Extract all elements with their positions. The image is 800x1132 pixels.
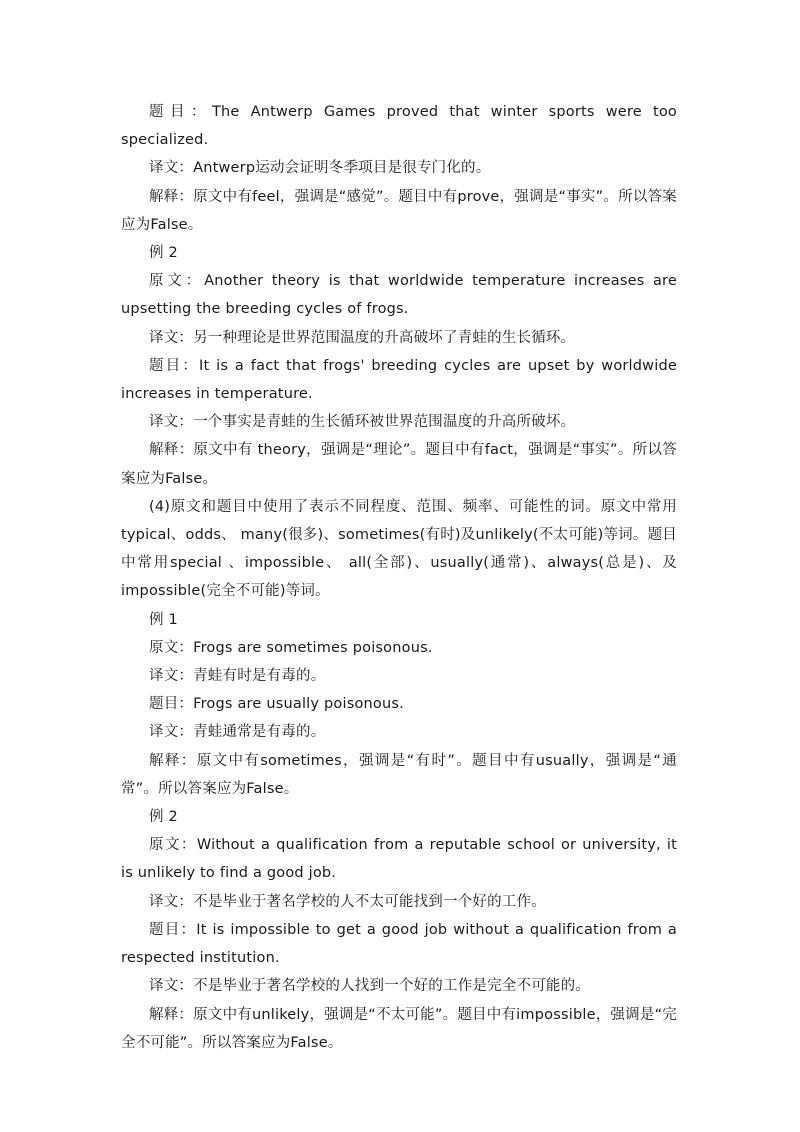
translation-4: 译文：青蛙有时是有毒的。 xyxy=(149,668,326,685)
original-text-4: 原文：Without a qualification from a reputable school or university, it is unlikely to find a good job. xyxy=(121,837,677,882)
translation-3: 译文：一个事实是青蛙的生长循环被世界范围温度的升高所破坏。 xyxy=(149,414,576,431)
original-text-2: 原文：Another theory is that worldwide temperature increases are upsetting the breeding cycles of frogs. xyxy=(121,273,677,318)
example-heading: 例 2 xyxy=(149,809,178,826)
question-statement-4: 题目：It is impossible to get a good job without a qualification from a respected institution. xyxy=(121,921,677,967)
example-heading: 例 2 xyxy=(149,245,178,262)
question-statement-1: 题目：The Antwerp Games proved that winter sports were too specialized. xyxy=(121,104,677,149)
rule-paragraph: (4)原文和题目中使用了表示不同程度、范围、频率、可能性的词。原文中常用typical、odds、 many(很多)、sometimes(有时)及unlikely(不太可能)等词。题目中常用special 、impossible、 all(全部)、usually(通常)、always(总是)、及impossible(完全不可能)等词。 xyxy=(121,498,677,600)
translation-6: 译文：不是毕业于著名学校的人不太可能找到一个好的工作。 xyxy=(149,893,546,910)
document-body xyxy=(121,98,677,1057)
explanation-4: 解释：原文中有unlikely，强调是“不太可能”。题目中有impossible，强调是“完全不可能”。所以答案应为False。 xyxy=(121,1006,677,1051)
example-heading: 例 1 xyxy=(149,611,178,628)
original-text-3: 原文：Frogs are sometimes poisonous. xyxy=(149,639,433,656)
explanation-3: 解释：原文中有sometimes，强调是“有时”。题目中有usually，强调是“通常”。所以答案应为False。 xyxy=(121,752,677,797)
translation-1: 译文：Antwerp运动会证明冬季项目是很专门化的。 xyxy=(149,160,491,177)
translation-2: 译文：另一种理论是世界范围温度的升高破坏了青蛙的生长循环。 xyxy=(149,329,576,346)
explanation-1: 解释：原文中有feel，强调是“感觉”。题目中有prove，强调是“事实”。所以答案应为False。 xyxy=(121,188,677,233)
question-statement-3: 题目：Frogs are usually poisonous. xyxy=(149,696,404,713)
translation-5: 译文：青蛙通常是有毒的。 xyxy=(149,724,326,741)
question-statement-2: 题目：It is a fact that frogs' breeding cycles are upset by worldwide increases in temperature. xyxy=(121,357,677,403)
explanation-2: 解释：原文中有 theory，强调是“理论”。题目中有fact，强调是“事实”。所以答案应为False。 xyxy=(121,442,677,487)
translation-7: 译文：不是毕业于著名学校的人找到一个好的工作是完全不可能的。 xyxy=(149,978,590,995)
